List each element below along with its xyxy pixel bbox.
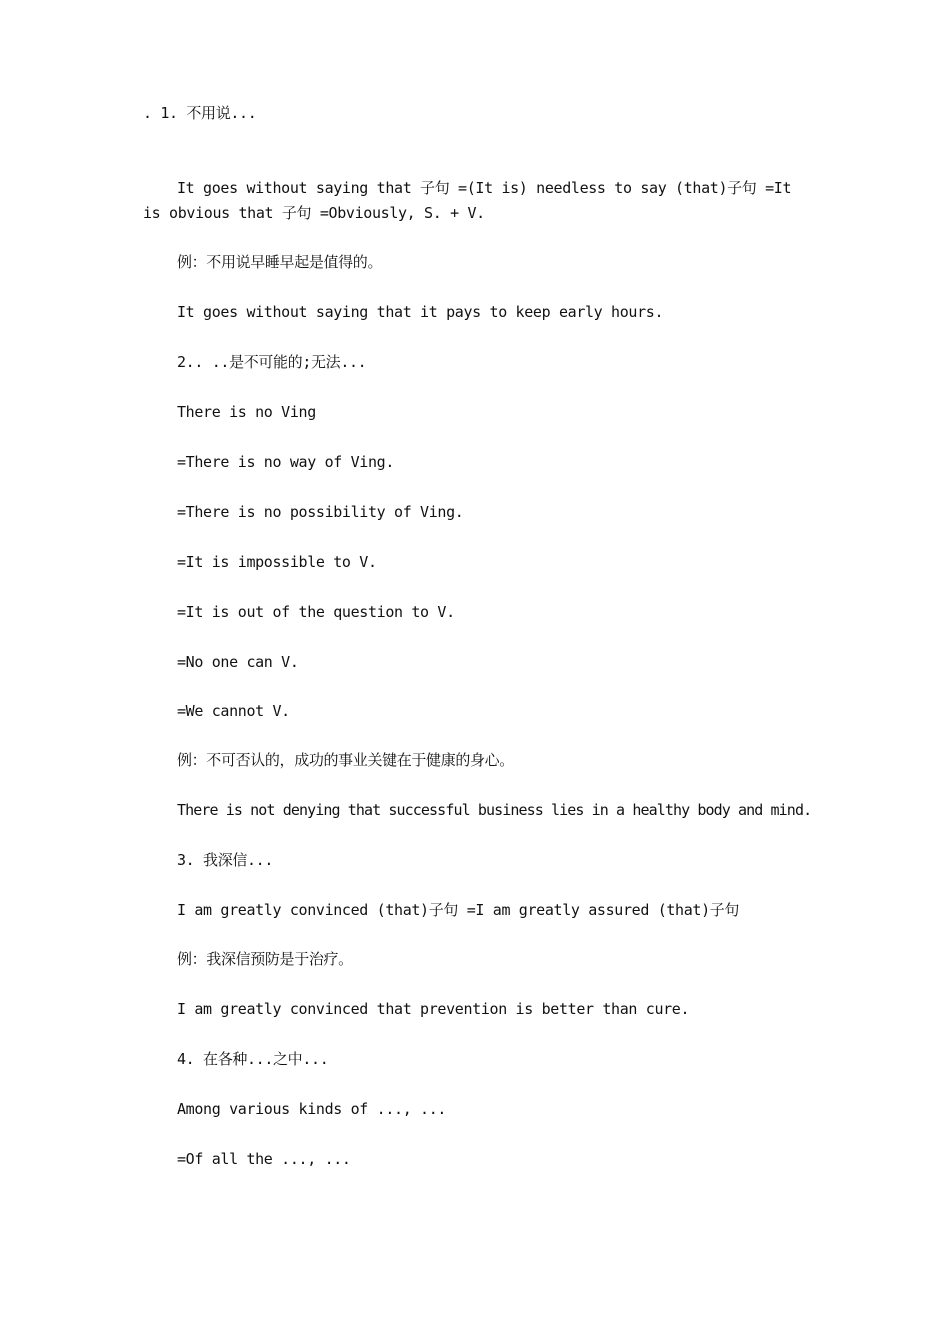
item3-example-cn: 例：我深信预防是于治疗。 (177, 950, 353, 968)
item2-example-en: There is not denying that successful business lies in a healthy body and mind. (177, 801, 812, 819)
heading-1: . 1. 不用说... (143, 104, 257, 122)
item4-line: Among various kinds of ..., ... (177, 1100, 447, 1118)
item2-line: =It is impossible to V. (177, 553, 377, 571)
item4-line: =Of all the ..., ... (177, 1150, 351, 1168)
heading-3: 3. 我深信... (177, 851, 274, 869)
item3-text: I am greatly convinced (that)子句 =I am greatly assured (that)子句 (177, 901, 740, 919)
heading-4: 4. 在各种...之中... (177, 1050, 329, 1068)
item2-line: =There is no way of Ving. (177, 453, 395, 471)
item2-line: =No one can V. (177, 653, 299, 671)
item2-line: =It is out of the question to V. (177, 603, 455, 621)
item2-line: =There is no possibility of Ving. (177, 503, 464, 521)
item2-line: =We cannot V. (177, 702, 290, 720)
item1-example-cn: 例：不用说早睡早起是值得的。 (177, 253, 383, 271)
item2-example-cn: 例：不可否认的，成功的事业关键在于健康的身心。 (177, 751, 514, 769)
item2-line: There is no Ving (177, 403, 316, 421)
item3-example-en: I am greatly convinced that prevention is better than cure. (177, 1000, 690, 1018)
item1-example-en: It goes without saying that it pays to keep early hours. (177, 303, 664, 321)
heading-2: 2.. ..是不可能的;无法... (177, 353, 367, 371)
item1-text: It goes without saying that 子句 =(It is) needless to say (that)子句 =It is obvious that 子句 =Obviously, S. + V. (143, 179, 792, 222)
